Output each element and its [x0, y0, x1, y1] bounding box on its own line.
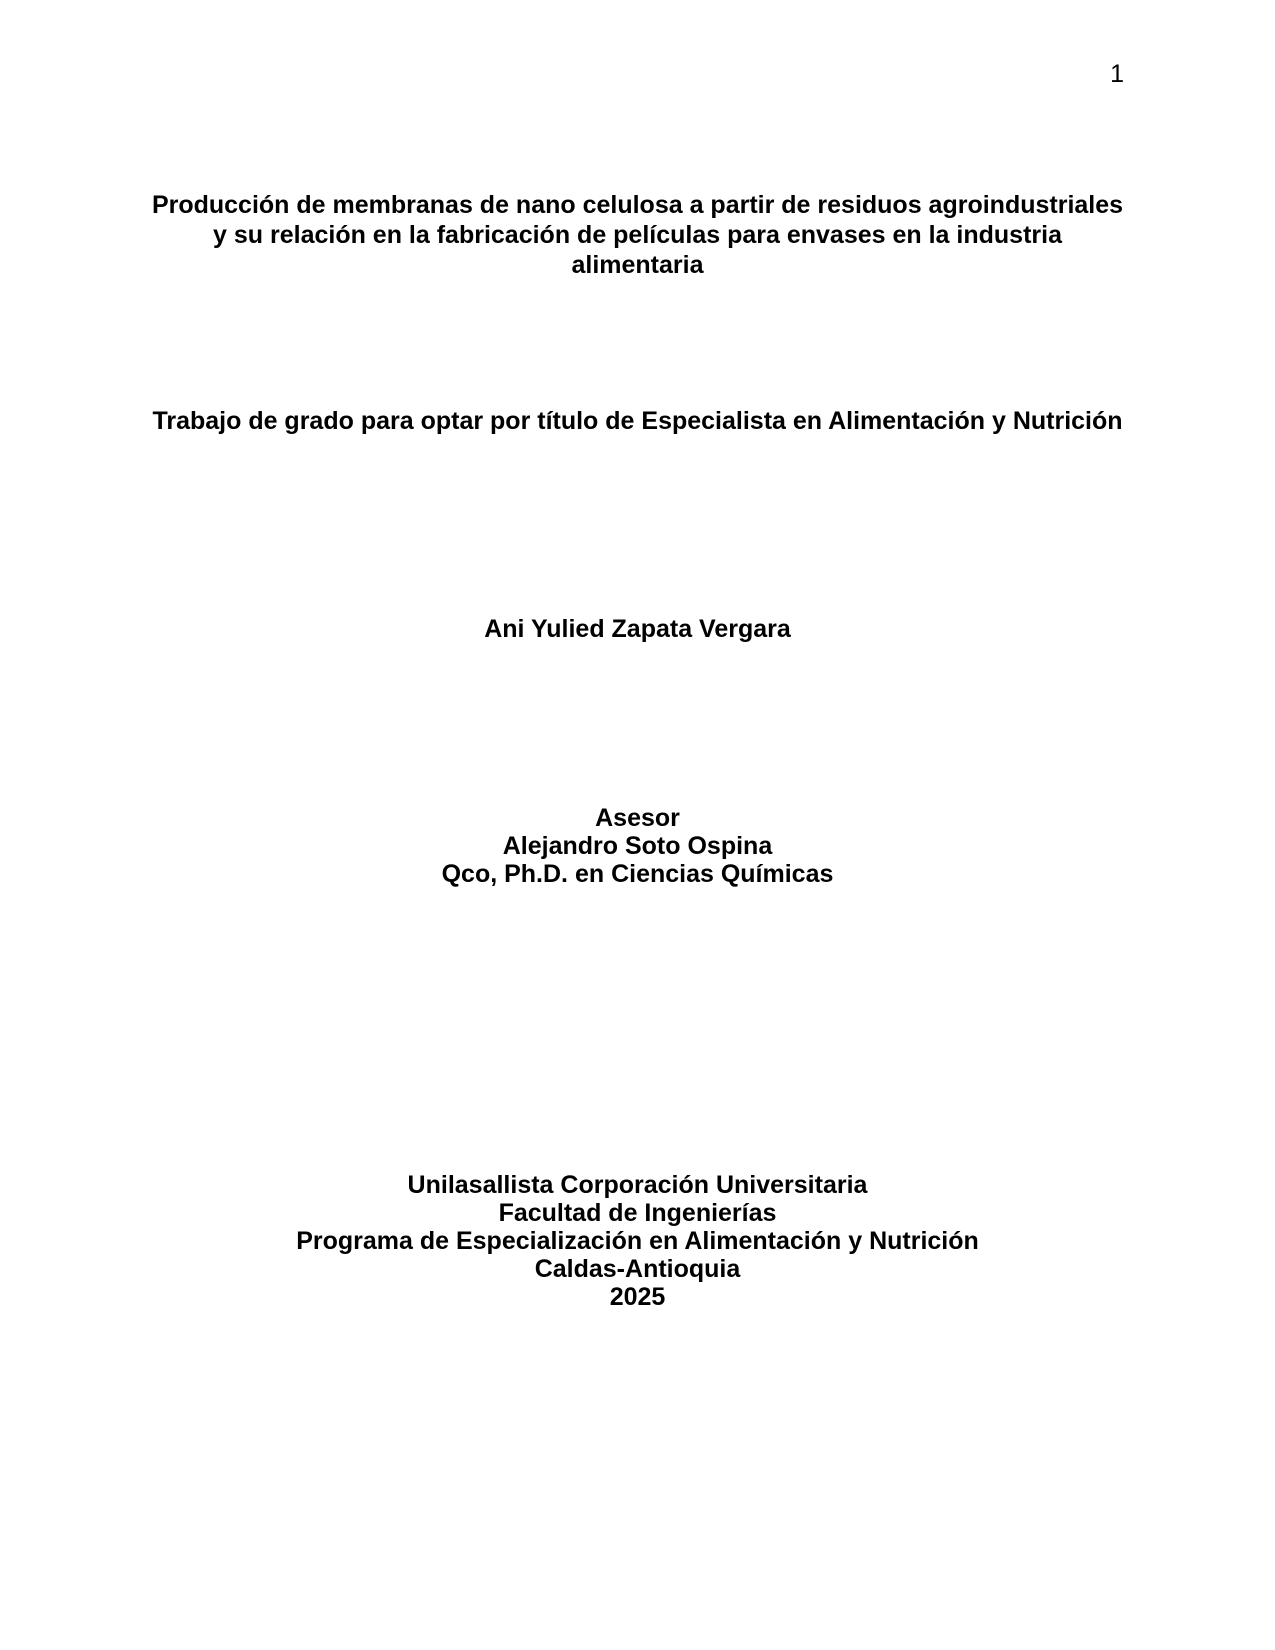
advisor-role-label: Asesor [595, 804, 680, 832]
page-number: 1 [1110, 60, 1124, 88]
program-name: Programa de Especialización en Alimentación y Nutrición [296, 1227, 979, 1255]
advisor-name: Alejandro Soto Ospina [502, 832, 773, 860]
institution-section [0, 1171, 1275, 1311]
degree-statement: Trabajo de grado para optar por título de Especialista en Alimentación y Nutrición [152, 407, 1123, 435]
title-line-1: Producción de membranas de nano celulosa a partir de residuos agroindustriales [151, 191, 1124, 219]
title-line-2: y su relación en la fabricación de películas para envases en la industria [213, 221, 1062, 249]
publication-year: 2025 [609, 1283, 666, 1311]
institution-location: Caldas-Antioquia [534, 1255, 741, 1283]
author-name: Ani Yulied Zapata Vergara [484, 615, 791, 643]
advisor-credentials: Qco, Ph.D. en Ciencias Químicas [441, 860, 834, 888]
document-title [0, 190, 1275, 280]
title-line-3: alimentaria [571, 251, 704, 279]
advisor-section [0, 804, 1275, 888]
faculty-name: Facultad de Ingenierías [498, 1199, 777, 1227]
institution-name: Unilasallista Corporación Universitaria [407, 1171, 868, 1199]
